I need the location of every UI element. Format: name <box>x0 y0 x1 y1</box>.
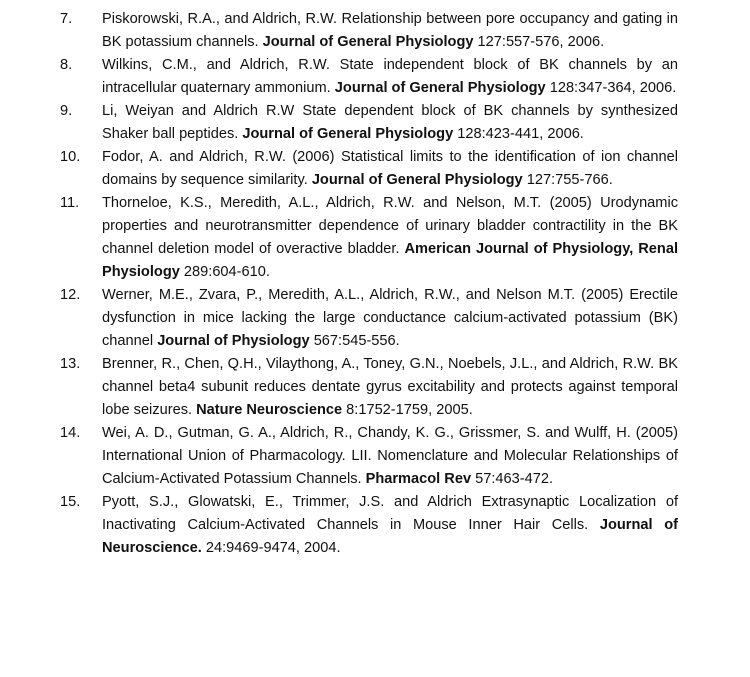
reference-journal: Journal of Physiology <box>157 333 310 349</box>
reference-citation: 8:1752-1759, 2005. <box>342 402 473 418</box>
reference-journal: Journal of General Physiology <box>242 126 454 142</box>
reference-item <box>60 8 678 54</box>
reference-journal: Journal of General Physiology <box>311 172 523 188</box>
reference-journal: Pharmacol Rev <box>365 471 472 487</box>
reference-text <box>102 103 678 142</box>
reference-text <box>102 195 678 280</box>
reference-item <box>60 100 678 146</box>
reference-number: 12. <box>60 287 81 303</box>
reference-authors-title: Piskorowski, R.A., and Aldrich, R.W. Relationship between pore occupancy and gating in BK potassium channels. <box>102 11 678 50</box>
reference-number: 7. <box>60 11 73 27</box>
reference-journal: Journal of General Physiology <box>262 34 474 50</box>
reference-authors-title: Fodor, A. and Aldrich, R.W. (2006) Statistical limits to the identification of ion channel domains by sequence similarity. <box>102 149 678 188</box>
reference-citation: 57:463-472. <box>471 471 554 487</box>
reference-text <box>102 149 678 188</box>
reference-item <box>60 54 678 100</box>
reference-text <box>102 57 678 96</box>
reference-authors-title: Pyott, S.J., Glowatski, E., Trimmer, J.S. and Aldrich Extrasynaptic Localization of Inactivating Calcium-Activated Channels in Mouse Inner Hair Cells. <box>102 494 678 533</box>
reference-text <box>102 494 678 556</box>
reference-item <box>60 422 678 491</box>
reference-authors-title: Brenner, R., Chen, Q.H., Vilaythong, A., Toney, G.N., Noebels, J.L., and Aldrich, R.W. BK channel beta4 subunit reduces dentate gyrus excitability and protects against temporal lobe seizures. <box>102 356 678 418</box>
reference-number: 9. <box>60 103 73 119</box>
reference-text <box>102 425 678 487</box>
reference-citation: 24:9469-9474, 2004. <box>201 540 341 556</box>
reference-authors-title: Wei, A. D., Gutman, G. A., Aldrich, R., Chandy, K. G., Grissmer, S. and Wulff, H. (2005) International Union of Pharmacology. LII. Nomenclature and Molecular Relationships of Calcium-Activated Potassium Channels. <box>102 425 678 487</box>
reference-number: 11. <box>60 195 80 211</box>
reference-journal: Journal of General Physiology <box>334 80 546 96</box>
reference-authors-title: Thorneloe, K.S., Meredith, A.L., Aldrich, R.W. and Nelson, M.T. (2005) Urodynamic properties and neurotransmitter dependence of urinary bladder contractility in the BK channel deletion model of overactive bladder. <box>102 195 678 257</box>
reference-text <box>102 356 678 418</box>
reference-authors-title: Li, Weiyan and Aldrich R.W State dependent block of BK channels by synthesized Shaker ball peptides. <box>102 103 678 142</box>
reference-authors-title: Wilkins, C.M., and Aldrich, R.W. State independent block of BK channels by an intracellular quaternary ammonium. <box>102 57 678 96</box>
reference-item <box>60 491 678 560</box>
reference-number: 8. <box>60 57 73 73</box>
reference-text <box>102 11 678 50</box>
reference-journal: Nature Neuroscience <box>196 402 343 418</box>
reference-citation: 127:755-766. <box>522 172 613 188</box>
reference-number: 10. <box>60 149 81 165</box>
reference-item <box>60 284 678 353</box>
reference-item <box>60 192 678 284</box>
reference-list <box>60 8 678 560</box>
reference-number: 13. <box>60 356 81 372</box>
reference-authors-title: Werner, M.E., Zvara, P., Meredith, A.L., Aldrich, R.W., and Nelson M.T. (2005) Erectile dysfunction in mice lacking the large conductance calcium-activated potassium (BK) channel <box>102 287 678 349</box>
reference-journal: American Journal of Physiology, Renal Physiology <box>102 241 679 280</box>
reference-item <box>60 146 678 192</box>
reference-citation: 289:604-610. <box>179 264 270 280</box>
reference-number: 14. <box>60 425 81 441</box>
reference-text <box>102 287 678 349</box>
reference-journal: Journal of Neuroscience. <box>102 517 678 556</box>
reference-item <box>60 353 678 422</box>
reference-citation: 127:557-576, 2006. <box>473 34 605 50</box>
reference-citation: 128:423-441, 2006. <box>453 126 584 142</box>
reference-citation: 128:347-364, 2006. <box>545 80 677 96</box>
reference-citation: 567:545-556. <box>309 333 400 349</box>
reference-number: 15. <box>60 494 81 510</box>
